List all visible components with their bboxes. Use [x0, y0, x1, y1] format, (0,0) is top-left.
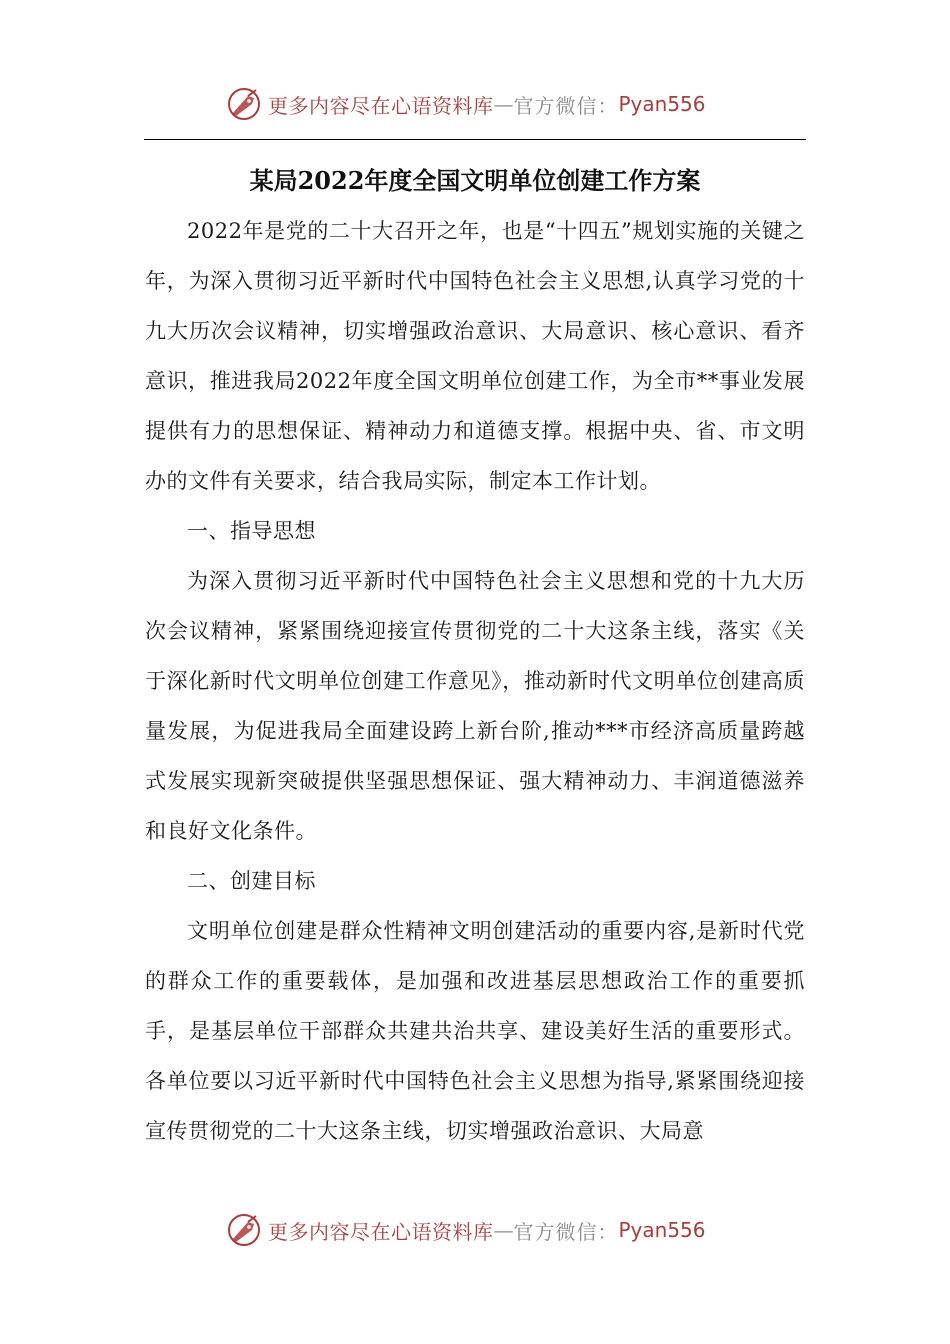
pen-nib-logo-icon [226, 86, 262, 122]
section-heading-guiding-thought: 一、指导思想 [187, 519, 316, 543]
section-heading-goals: 二、创建目标 [187, 869, 316, 893]
footer-watermark-banner [0, 1210, 950, 1250]
guiding-thought-paragraph: 为深入贯彻习近平新时代中国特色社会主义思想和党的十九大历次会议精神，紧紧围绕迎接宣传贯彻党的二十大这条主线，落实《关于深化新时代文明单位创建工作意见》，推动新时代文明单位创建高质量发展，为促进我局全面建设跨上新台阶,推动***市经济高质量跨越式发展实现新突破提供坚强思想保证、强大精神动力、丰润道德滋养和良好文化条件。 [145, 569, 805, 843]
header-watermark-banner [0, 84, 950, 124]
banner-separator: — [493, 1218, 514, 1242]
header-divider [144, 139, 806, 140]
banner-account: Pyan556 [618, 1218, 706, 1242]
document-title: 某局2022年度全国文明单位创建工作方案 [249, 166, 701, 195]
banner-separator: — [493, 92, 514, 116]
banner-subtitle: 官方微信： [513, 93, 619, 118]
intro-paragraph: 2022年是党的二十大召开之年，也是“十四五”规划实施的关键之年，为深入贯彻习近平新时代中国特色社会主义思想,认真学习党的十九大历次会议精神，切实增强政治意识、大局意识、核心意识、看齐意识，推进我局2022年度全国文明单位创建工作，为全市**事业发展提供有力的思想保证、精神动力和道德支撑。根据中央、省、市文明办的文件有关要求，结合我局实际，制定本工作计划。 [145, 219, 805, 493]
pen-nib-logo-icon [226, 1212, 262, 1248]
banner-account: Pyan556 [618, 92, 706, 116]
document-body [145, 206, 805, 1156]
goals-paragraph: 文明单位创建是群众性精神文明创建活动的重要内容,是新时代党的群众工作的重要载体，是加强和改进基层思想政治工作的重要抓手，是基层单位干部群众共建共治共享、建设美好生活的重要形式。各单位要以习近平新时代中国特色社会主义思想为指导,紧紧围绕迎接宣传贯彻党的二十大这条主线，切实增强政治意识、大局意 [145, 919, 805, 1143]
banner-text: 更多内容尽在心语资料库 [268, 93, 494, 118]
banner-text: 更多内容尽在心语资料库 [268, 1219, 494, 1244]
banner-subtitle: 官方微信： [513, 1219, 619, 1244]
